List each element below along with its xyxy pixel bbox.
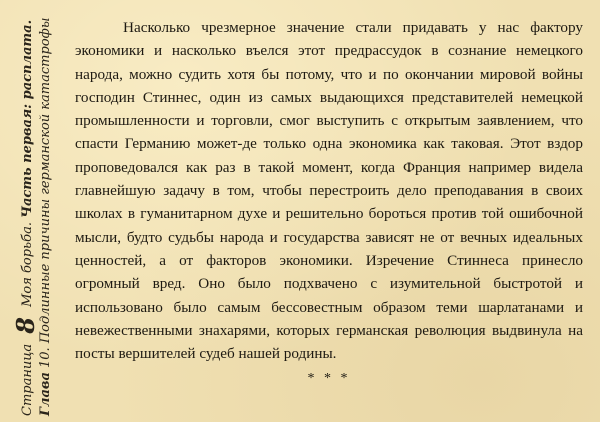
book-title: Моя борьба. (20, 222, 35, 307)
section-separator: * * * (307, 371, 351, 386)
chapter-title: Подлинные причины германской катастрофы (38, 17, 53, 344)
body-paragraph: Насколько чрезмерное значение стали придавать у нас фактору экономики и насколько въелся этот предрассудок в сознание немецкого народа, можно судить хотя бы потому, что и по окончании мировой войны господин Стиннес, один из самых выдающихся представителей немецкой промышленности и торговли, смог выступить с открытым заявлением, что спасти Германию может-де только одна экономика как таковая. Этот вздор проповедовался как раз в такой момент, когда Франция например видела главнейшую задачу в том, чтобы перестроить дело преподавания в своих школах в гуманитарном духе и решительно бороться против той ошибочной мысли, будто судьбы народа и государства зависят не от вечных идеальных ценностей, а от факторов экономики. Изречение Стиннеса принесло огромный вред. Оно было подхвачено с изумительной быстротой и использовано было самым бессовестным образом теми шарлатанами и невежественными знахарями, которых германская революция выдвинула на посты вершителей судеб нашей родины. (75, 19, 583, 363)
spine-line-chapter (38, 0, 66, 416)
part-title: Часть первая: расплата. (20, 19, 35, 218)
spine-line-page (8, 0, 40, 416)
page-spine (0, 0, 70, 422)
page-number: 8 (11, 317, 40, 334)
chapter-label: Глава (38, 372, 53, 416)
page-label: Страница (20, 343, 35, 416)
chapter-number: 10. (38, 347, 53, 368)
